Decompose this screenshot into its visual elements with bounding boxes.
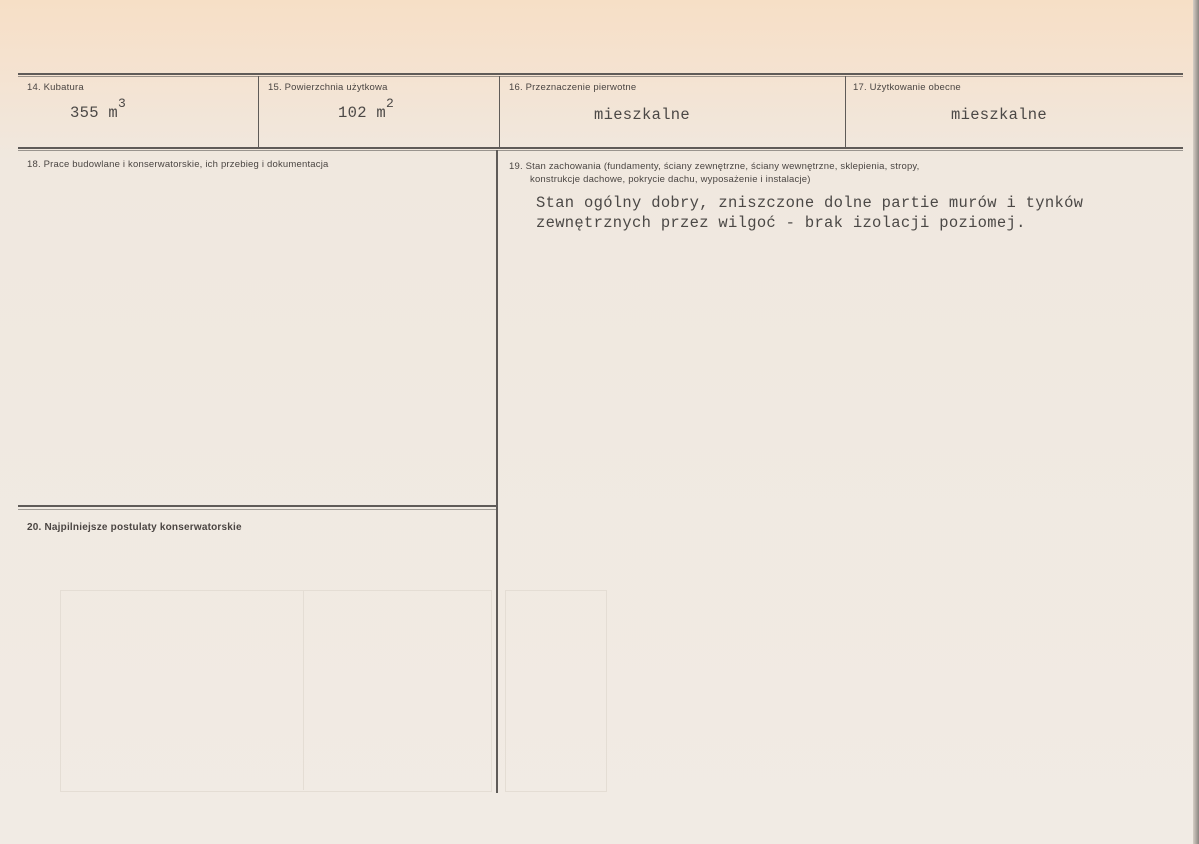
field-17-label: 17. Użytkowanie obecne [853,82,961,93]
field-19-label-line2: konstrukcje dachowe, pokrycie dachu, wyposażenie i instalacje) [530,174,811,185]
field-17-value: mieszkalne [951,106,1048,124]
divider-16-17 [845,76,846,148]
field-16-value: mieszkalne [594,106,691,124]
field-18-label: 18. Prace budowlane i konserwatorskie, ich przebieg i dokumentacja [27,159,329,170]
show-through-line [303,590,304,790]
divider-15-16 [499,76,500,148]
field-14-value-text: 355 m [70,104,119,122]
field-20-label: 20. Najpilniejsze postulaty konserwatorskie [27,522,242,533]
field-16-label: 16. Przeznaczenie pierwotne [509,82,637,93]
show-through-box-left [60,590,492,792]
row-divider [18,147,1183,149]
field-15-label: 15. Powierzchnia użytkowa [268,82,388,93]
field-19-text-line2: zewnętrznych przez wilgoć - brak izolacji poziomej. [536,214,1026,232]
field-14-label: 14. Kubatura [27,82,84,93]
show-through-box-right [505,590,607,792]
divider-18-20-thin [18,509,496,510]
divider-18-20 [18,505,496,507]
field-14-unit-exponent: 3 [118,96,127,111]
field-19-label-line1: 19. Stan zachowania (fundamenty, ściany zewnętrzne, ściany wewnętrzne, sklepienia, stropy, [509,161,920,172]
divider-14-15 [258,76,259,148]
field-15-unit-exponent: 2 [386,96,395,111]
main-column-divider [496,150,498,793]
paper-edge-right [1193,0,1199,844]
field-15-value [338,96,395,122]
field-19-text-line1: Stan ogólny dobry, zniszczone dolne partie murów i tynków [536,194,1084,212]
top-rule [18,73,1183,75]
top-rule-thin [18,76,1183,77]
field-14-value [70,96,127,122]
field-15-value-text: 102 m [338,104,387,122]
row-divider-thin [18,150,1183,151]
